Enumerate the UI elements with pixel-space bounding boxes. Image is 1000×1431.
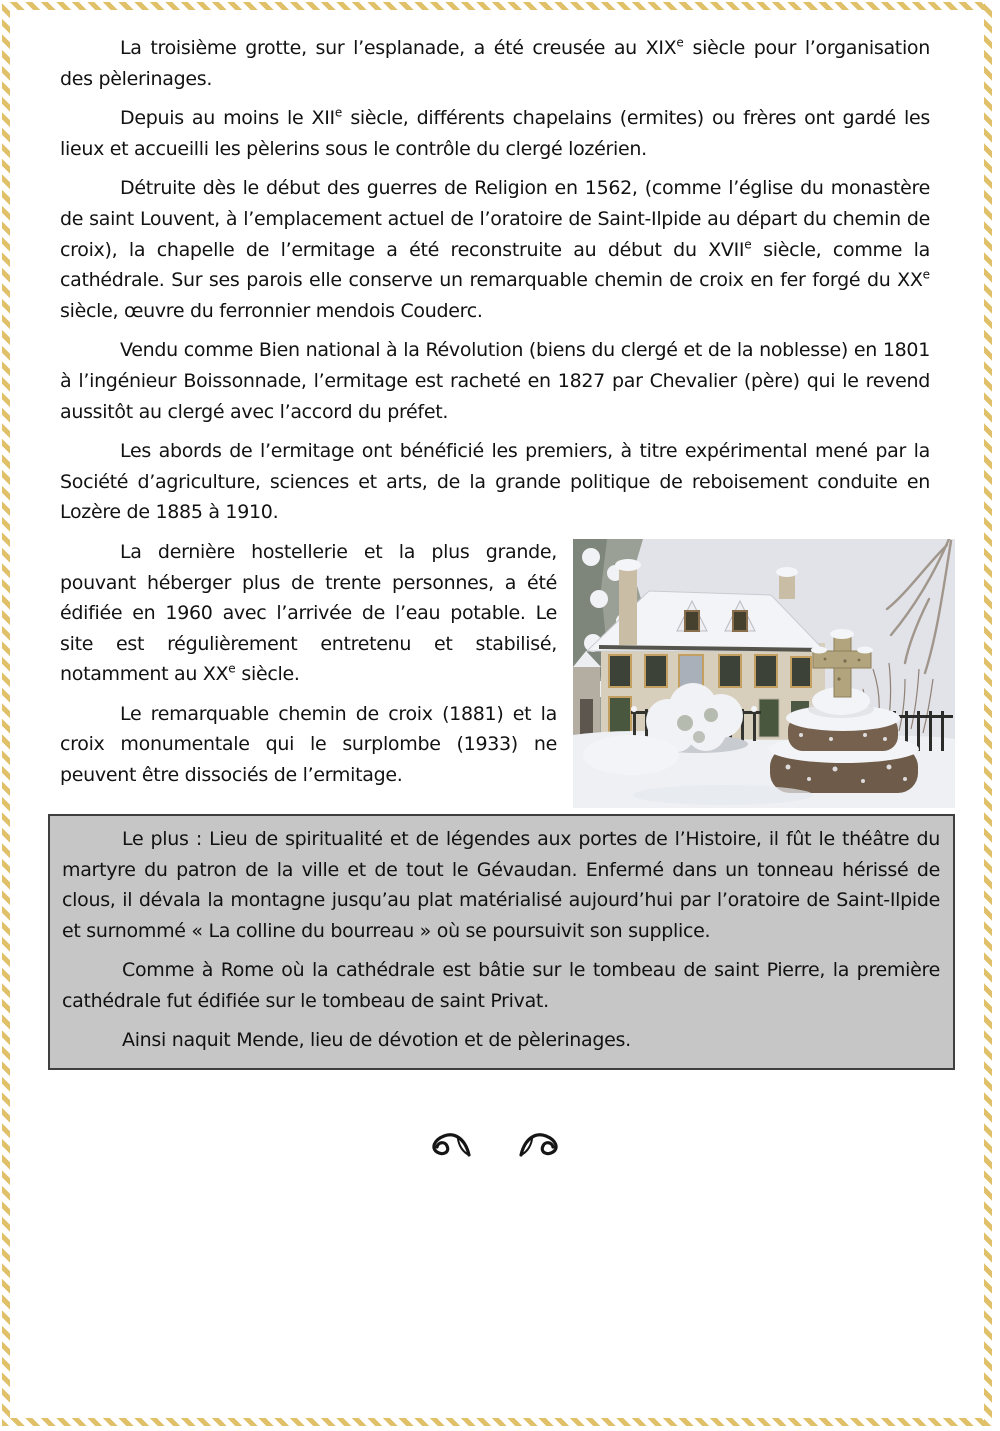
paragraph-national-property [60,335,930,427]
decorative-border-bottom [2,1418,992,1426]
paragraph-text: Ainsi naquit Mende, lieu de dévotion et de pèlerinages. [122,1029,631,1052]
paragraph-reforestation [60,436,930,528]
paragraph-chaplains [60,103,930,164]
superscript-e: e [228,661,236,676]
superscript-e: e [744,237,752,252]
decorative-border-left [2,2,10,1426]
paragraph-text: Comme à Rome où la cathédrale est bâtie sur le tombeau de saint Pierre, la première cathédrale fut édifiée sur le tombeau de saint Privat. [62,959,940,1012]
paragraph-text: La dernière hostellerie et la plus grande, pouvant héberger plus de trente personnes, a été édifiée en 1960 avec l’arrivée de l’eau potable. Le site est régulièrement entretenu et stabilisé, notamment au XX [60,540,557,686]
end-ornaments [60,1128,930,1164]
snow-scene-illustration [573,539,955,808]
highlight-box [48,814,955,1070]
paragraph-text: Détruite dès le début des guerres de Religion en 1562, (comme l’église du monastère de saint Louvent, à l’emplacement actuel de l’oratoire de Saint-Ilpide au départ du chemin de croix), la chapelle de l’ermitage a été reconstruite au début du XVII [60,177,930,261]
paragraph-text: Depuis au moins le XII [120,107,335,130]
paragraph-text: La troisième grotte, sur l’esplanade, a été creusée au XIX [120,37,677,59]
paragraph-text: Les abords de l’ermitage ont bénéficié les premiers, à titre expérimental mené par la Société d’agriculture, sciences et arts, de la grande politique de reboisement conduite en Lozère de 1885 à 1910. [60,440,930,524]
highlight-paragraph-legend [62,824,940,946]
paragraph-text: siècle pour l’organisation des pèlerinages. [60,37,930,90]
snowy-hermitage-photo [573,539,955,808]
decorative-border-right [984,2,992,1426]
paragraph-third-grotto [60,33,930,94]
fleuron-right-icon [518,1128,564,1164]
fleuron-left-icon [426,1128,472,1164]
highlight-paragraph-cathedral [62,955,940,1016]
page-content [60,33,940,1164]
superscript-e: e [676,35,684,50]
paragraph-text: Le plus : Lieu de spiritualité et de légendes aux portes de l’Histoire, il fût le théâtre du martyre du patron de la ville et de tout le Gévaudan. Enfermé dans un tonneau hérissé de clous, il dévala la montagne jusqu’au plat matérialisé aujourd’hui par l’oratoire de Saint-Ilpide et surnommé « La colline du bourreau » où se poursuivit son supplice. [62,827,940,942]
paragraph-text: siècle. [235,663,300,686]
paragraph-text: siècle, œuvre du ferronnier mendois Couderc. [60,299,483,322]
paragraph-text: Vendu comme Bien national à la Révolution (biens du clergé et de la noblesse) en 1801 à l’ingénieur Boissonnade, l’ermitage est racheté en 1827 par Chevalier (père) qui le revend aussitôt au clergé avec l’accord du préfet. [60,339,930,423]
highlight-paragraph-mende [62,1025,940,1056]
paragraph-destroyed-rebuilt [60,173,930,326]
paragraph-text: siècle, différents chapelains (ermites) ou frères ont gardé les lieux et accueilli les pèlerins sous le contrôle du clergé lozérien. [60,107,930,160]
superscript-e: e [334,105,343,120]
paragraph-text: siècle, comme la cathédrale. Sur ses parois elle conserve un remarquable chemin de croix en fer forgé du XX [60,238,930,292]
superscript-e: e [922,267,930,282]
paragraph-text: Le remarquable chemin de croix (1881) et la croix monumentale qui le surplombe (1933) ne peuvent être dissociés de l’ermitage. [60,702,557,787]
decorative-border-top [2,2,992,10]
